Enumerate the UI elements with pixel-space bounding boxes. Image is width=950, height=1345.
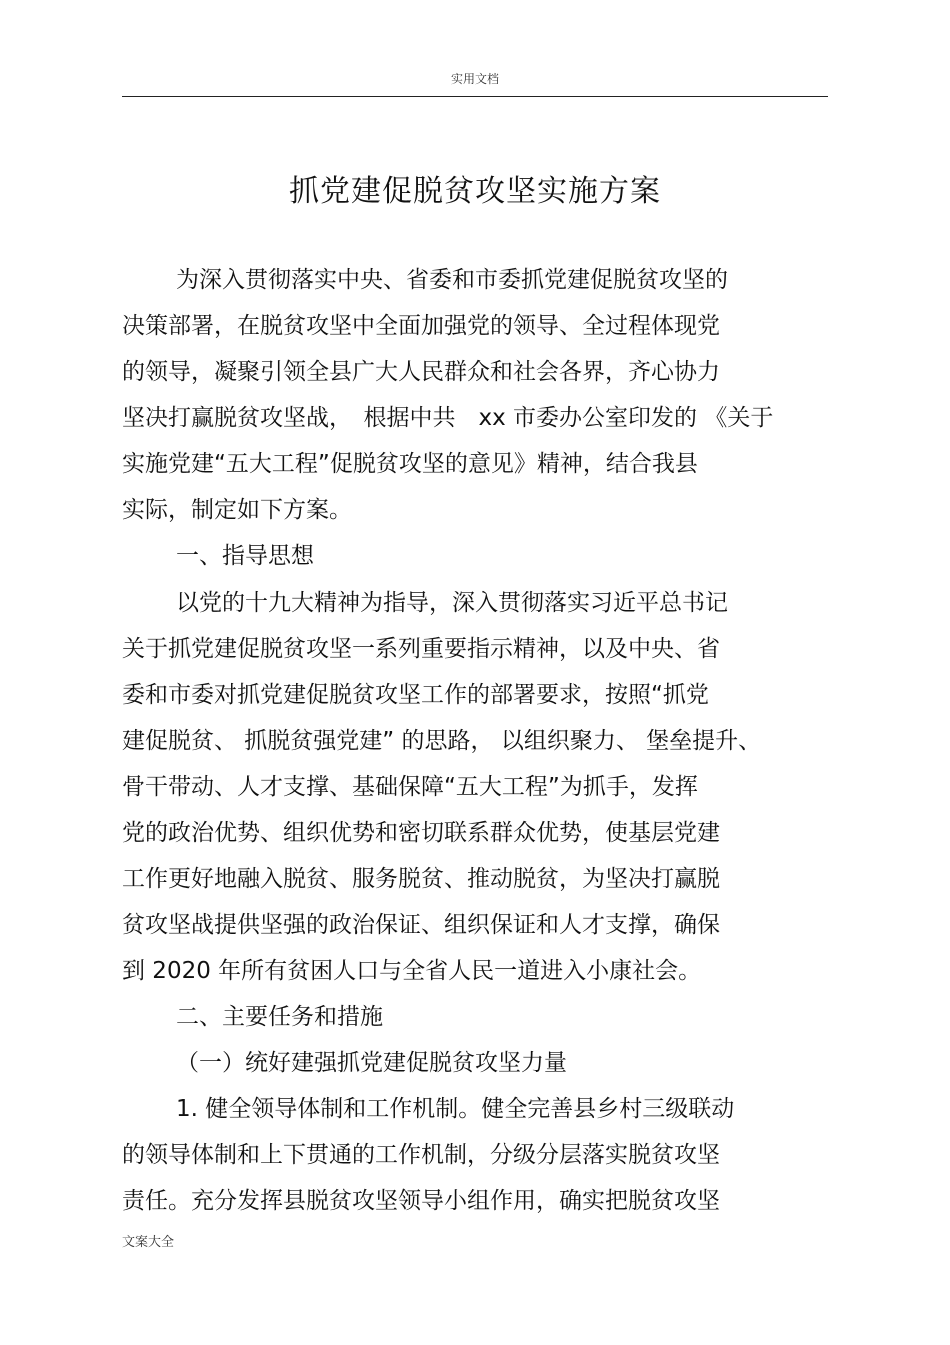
section-heading: 一、指导思想	[176, 543, 314, 569]
paragraph-line: 坚决打赢脱贫攻坚战， 根据中共 xx 市委办公室印发的 《关于	[122, 405, 774, 431]
paragraph-line: 决策部署，在脱贫攻坚中全面加强党的领导、全过程体现党	[122, 313, 720, 339]
page-footer: 文案大全	[122, 1235, 175, 1250]
paragraph-line: 的领导，凝聚引领全县广大人民群众和社会各界，齐心协力	[122, 359, 720, 385]
paragraph-line: 党的政治优势、组织优势和密切联系群众优势，使基层党建	[122, 820, 720, 846]
subsection-heading: （一）统好建强抓党建促脱贫攻坚力量	[176, 1050, 567, 1076]
paragraph-line: 贫攻坚战提供坚强的政治保证、组织保证和人才支撑，确保	[122, 912, 720, 938]
paragraph-line: 委和市委对抓党建促脱贫攻坚工作的部署要求，按照“抓党	[122, 682, 709, 708]
paragraph-line: 以党的十九大精神为指导，深入贯彻落实习近平总书记	[176, 590, 728, 616]
header-divider	[122, 96, 828, 97]
paragraph-line: 1. 健全领导体制和工作机制。健全完善县乡村三级联动	[176, 1096, 735, 1122]
paragraph-line: 的领导体制和上下贯通的工作机制，分级分层落实脱贫攻坚	[122, 1142, 720, 1168]
paragraph-line: 关于抓党建促脱贫攻坚一系列重要指示精神，以及中央、省	[122, 636, 720, 662]
paragraph-line: 到 2020 年所有贫困人口与全省人民一道进入小康社会。	[122, 958, 702, 984]
paragraph-line: 实施党建“五大工程”促脱贫攻坚的意见》精神，结合我县	[122, 451, 698, 477]
paragraph-line: 为深入贯彻落实中央、省委和市委抓党建促脱贫攻坚的	[176, 267, 728, 293]
document-title: 抓党建促脱贫攻坚实施方案	[289, 174, 661, 209]
paragraph-line: 责任。充分发挥县脱贫攻坚领导小组作用，确实把脱贫攻坚	[122, 1188, 720, 1214]
section-heading: 二、主要任务和措施	[176, 1004, 383, 1030]
paragraph-line: 工作更好地融入脱贫、服务脱贫、推动脱贫，为坚决打赢脱	[122, 866, 720, 892]
paragraph-line: 骨干带动、人才支撑、基础保障“五大工程”为抓手，发挥	[122, 774, 698, 800]
paragraph-line: 实际，制定如下方案。	[122, 497, 352, 523]
paragraph-line: 建促脱贫、 抓脱贫强党建” 的思路， 以组织聚力、 堡垒提升、	[122, 728, 762, 754]
page-header: 实用文档	[450, 72, 499, 86]
